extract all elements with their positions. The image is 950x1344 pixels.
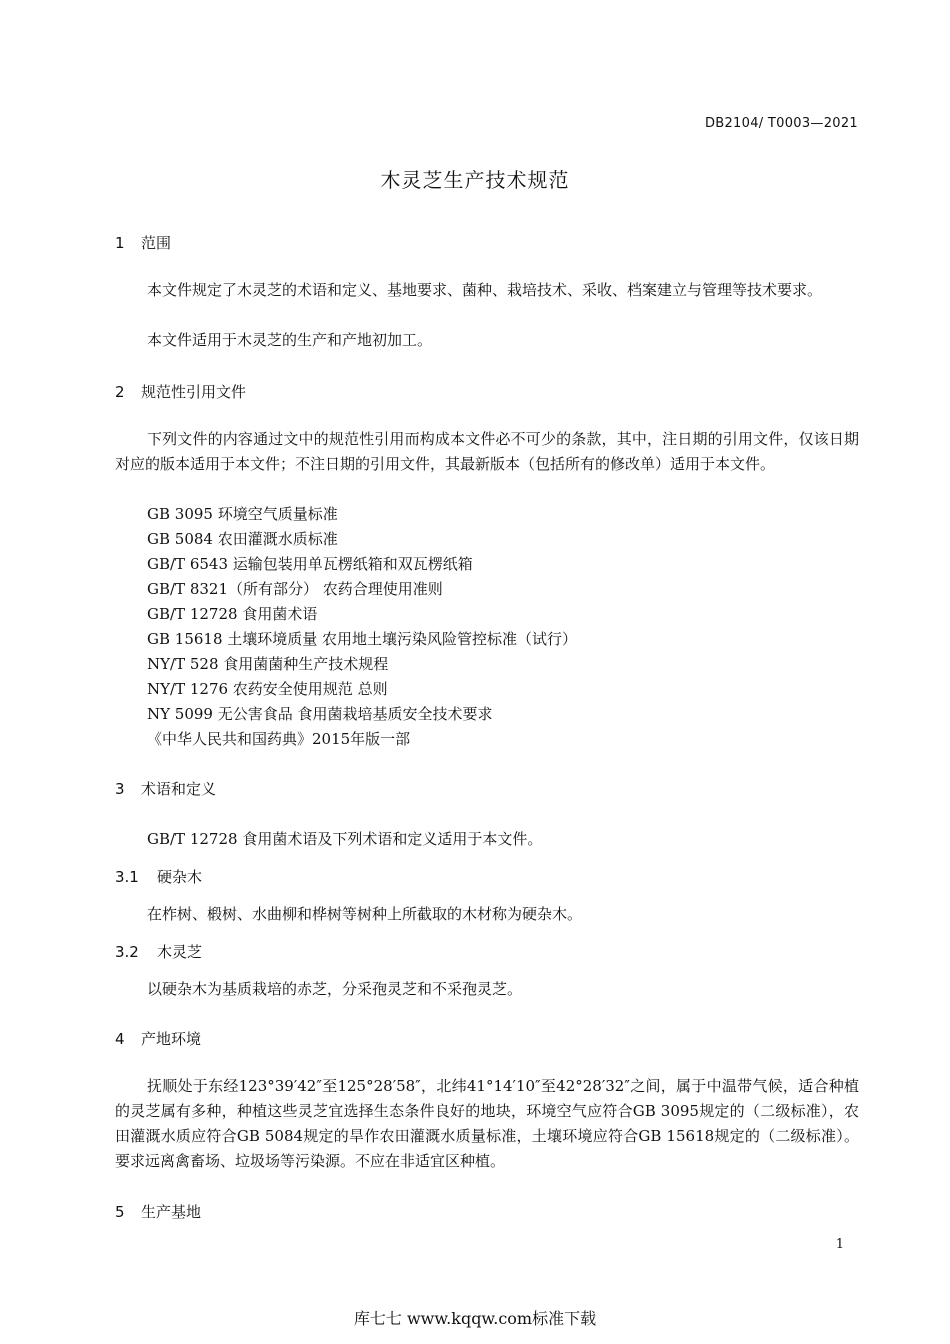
section-4-heading xyxy=(115,1028,201,1049)
reference-item: 《中华人民共和国药典》2015年版一部 xyxy=(147,730,411,748)
footer-watermark: 库七七 www.kqqw.com标准下载 xyxy=(353,1309,597,1328)
reference-item: GB 3095 环境空气质量标准 xyxy=(147,505,338,523)
term-3-1-heading xyxy=(115,866,202,887)
section-1-paragraph-1: 本文件规定了木灵芝的术语和定义、基地要求、菌种、栽培技术、采收、档案建立与管理等技术要求。 xyxy=(147,281,823,299)
section-1-paragraph-2: 本文件适用于木灵芝的生产和产地初加工。 xyxy=(147,331,433,349)
reference-item: GB/T 12728 食用菌术语 xyxy=(147,605,318,623)
reference-item: NY/T 528 食用菌菌种生产技术规程 xyxy=(147,655,389,673)
section-title: 范围 xyxy=(141,234,172,252)
term-3-1-definition: 在柞树、椴树、水曲柳和桦树等树种上所截取的木材称为硬杂木。 xyxy=(147,905,583,923)
section-title: 术语和定义 xyxy=(141,780,217,798)
section-title: 产地环境 xyxy=(141,1030,202,1048)
reference-list xyxy=(147,502,577,752)
reference-item: GB/T 8321（所有部分） 农药合理使用准则 xyxy=(147,580,443,598)
section-3-heading xyxy=(115,778,216,799)
section-number: 3 xyxy=(115,780,125,798)
term-name: 硬杂木 xyxy=(157,868,203,886)
reference-item: NY 5099 无公害食品 食用菌栽培基质安全技术要求 xyxy=(147,705,493,723)
section-number: 5 xyxy=(115,1203,125,1221)
section-2-heading xyxy=(115,381,246,402)
reference-item: NY/T 1276 农药安全使用规范 总则 xyxy=(147,680,388,698)
section-1-heading xyxy=(115,232,171,253)
term-name: 木灵芝 xyxy=(157,943,203,961)
section-number: 2 xyxy=(115,383,125,401)
section-number: 4 xyxy=(115,1030,125,1048)
section-2-intro: 下列文件的内容通过文中的规范性引用而构成本文件必不可少的条款，其中，注日期的引用文件，仅该日期对应的版本适用于本文件；不注日期的引用文件，其最新版本（包括所有的修改单）适用于本文件。 xyxy=(115,430,859,473)
document-title: 木灵芝生产技术规范 xyxy=(380,168,570,192)
section-title: 规范性引用文件 xyxy=(141,383,247,401)
section-3-intro: GB/T 12728 食用菌术语及下列术语和定义适用于本文件。 xyxy=(147,830,543,848)
section-title: 生产基地 xyxy=(141,1203,202,1221)
section-number: 1 xyxy=(115,234,125,252)
term-number: 3.2 xyxy=(115,943,139,961)
reference-item: GB 5084 农田灌溉水质标准 xyxy=(147,530,338,548)
reference-item: GB 15618 土壤环境质量 农用地土壤污染风险管控标准（试行） xyxy=(147,630,578,648)
page-number: 1 xyxy=(835,1237,844,1252)
reference-item: GB/T 6543 运输包装用单瓦楞纸箱和双瓦楞纸箱 xyxy=(147,555,473,573)
term-number: 3.1 xyxy=(115,868,139,886)
section-4-paragraph: 抚顺处于东经123°39′42″至125°28′58″，北纬41°14′10″至42°28′32″之间，属于中温带气候，适合种植的灵芝属有多种，种植这些灵芝宜选择生态条件良好的地块，环境空气应符合GB 3095规定的（二级标准），农田灌溉水质应符合GB 5084规定的旱作农田灌溉水质量标准，土壤环境应符合GB 15618规定的（二级标准）。要求远离禽畜场、垃圾场等污染源。不应在非适宜区种植。 xyxy=(115,1077,859,1170)
document-code: DB2104/ T0003—2021 xyxy=(704,116,858,131)
term-3-2-heading xyxy=(115,941,202,962)
term-3-2-definition: 以硬杂木为基质栽培的赤芝，分采孢灵芝和不采孢灵芝。 xyxy=(147,980,523,998)
section-5-heading xyxy=(115,1201,201,1222)
